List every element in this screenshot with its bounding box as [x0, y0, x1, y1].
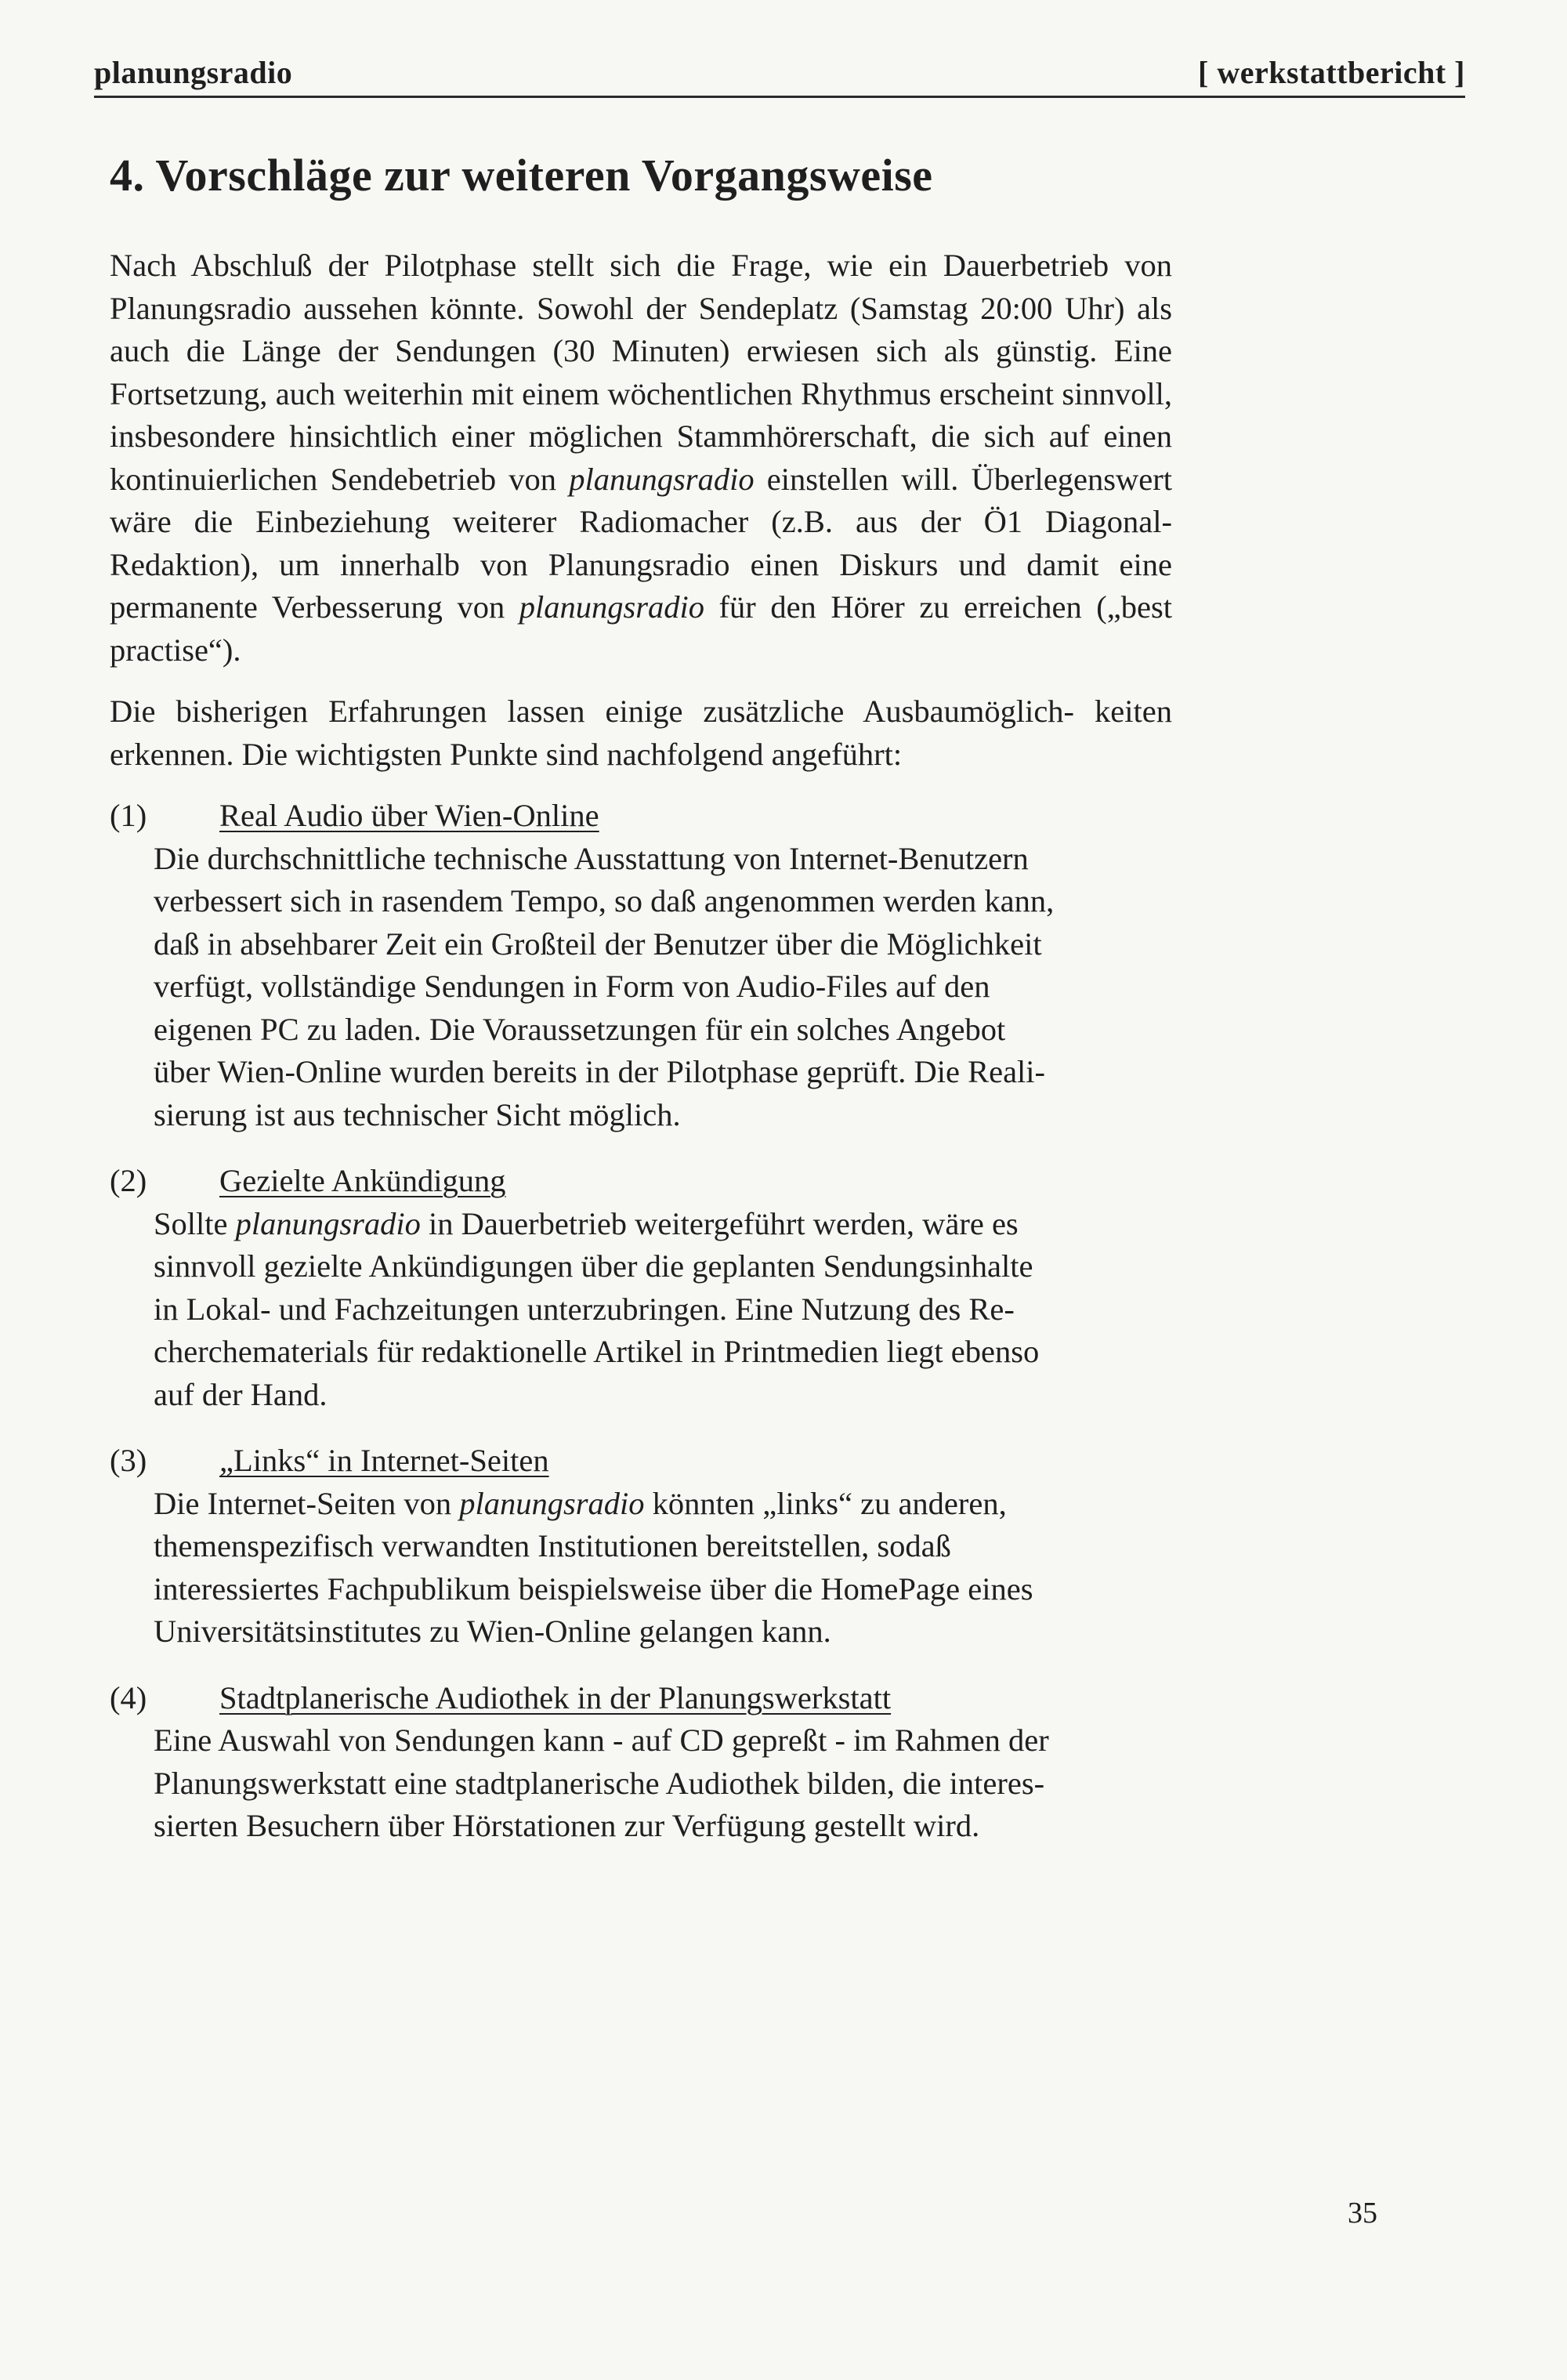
italic-term: planungsradio — [519, 589, 705, 625]
list-item-title: Stadtplanerische Audiothek in der Planungswerkstatt — [219, 1679, 892, 1715]
text-line: eigenen PC zu laden. Die Voraussetzungen für ein solches Angebot — [154, 1011, 1006, 1047]
italic-term: planungsradio — [235, 1205, 421, 1241]
page-number: 35 — [1348, 2197, 1377, 2230]
text-line: interessiertes Fachpublikum beispielsweise über die HomePage eines — [154, 1570, 1033, 1607]
text-line: 20:00 Uhr) als auch die Länge der Sendungen (30 Minuten) erwiesen sich — [110, 290, 1173, 368]
text-line: Universitätsinstitutes zu Wien-Online gelangen kann. — [154, 1614, 831, 1649]
text-line: Eine Auswahl von Sendungen kann - auf CD gepreßt - im Rahmen der — [154, 1723, 1049, 1758]
text-line — [154, 1483, 1172, 1526]
text-line: sierung ist aus technischer Sicht möglich. — [154, 1096, 681, 1132]
section-heading: 4. Vorschläge zur weiteren Vorgangsweise — [110, 150, 933, 201]
text-line — [154, 1203, 1172, 1246]
list-item — [110, 1677, 1172, 1848]
italic-term: planungsradio — [459, 1485, 645, 1521]
text-line: weiterer Radiomacher (z.B. aus der Ö1 Diagonal-Redaktion), um — [110, 504, 1172, 582]
list-item-header — [110, 1440, 1172, 1483]
text-line: daß in absehbarer Zeit ein Großteil der Benutzer über die Möglichkeit — [154, 926, 1042, 962]
text-line: Rhythmus erscheint sinnvoll, insbesondere hinsichtlich einer möglichen — [110, 375, 1173, 454]
text-fragment: Die Internet-Seiten von — [154, 1485, 460, 1521]
text-line: sierten Besuchern über Hörstationen zur Verfügung gestellt wird. — [154, 1808, 980, 1843]
text-line: themenspezifisch verwandten Institutionen bereitstellen, sodaß — [154, 1528, 951, 1563]
text-line: für den Hörer zu erreichen („best — [704, 589, 1172, 625]
list-item-body — [154, 1483, 1172, 1654]
text-line: verfügt, vollständige Sendungen in Form von Audio-Files auf den — [154, 969, 990, 1004]
italic-term: planungsradio — [569, 461, 755, 497]
text-line: cherchematerials für redaktionelle Artikel in Printmedien liegt ebenso — [154, 1334, 1040, 1369]
text-line: verbessert sich in rasendem Tempo, so daß angenommen werden kann, — [154, 883, 1055, 918]
list-item-title: „Links“ in Internet-Seiten — [219, 1443, 549, 1478]
intro-paragraph-2 — [110, 690, 1172, 776]
intro-paragraph — [110, 245, 1172, 672]
list-item — [110, 1440, 1172, 1654]
text-line: von Planungsradio aussehen könnte. Sowohl der Sendeplatz (Samstag — [110, 248, 1172, 326]
text-line: in Lokal- und Fachzeitungen unterzubringen. Eine Nutzung des Re- — [154, 1291, 1015, 1327]
text-line: innerhalb von Planungsradio einen Diskurs und damit eine permanente — [110, 546, 1173, 625]
text-line: über Wien-Online wurden bereits in der Pilotphase geprüft. Die Reali- — [154, 1054, 1046, 1089]
text-line: keiten erkennen. Die wichtigsten Punkte sind nachfolgend angeführt: — [110, 694, 1172, 772]
list-item-header — [110, 1677, 1172, 1720]
list-item-number: (2) — [110, 1163, 147, 1198]
text-fragment: in Dauerbetrieb weitergeführt werden, wäre es — [420, 1205, 1019, 1241]
text-line: Die bisherigen Erfahrungen lassen einige zusätzliche Ausbaumöglich- — [110, 694, 1075, 729]
text-line: practise“). — [110, 632, 241, 668]
text-line: Die durchschnittliche technische Ausstattung von Internet-Benutzern — [154, 840, 1029, 876]
list-item-number: (3) — [110, 1443, 147, 1478]
list-item-number: (4) — [110, 1679, 147, 1715]
list-item-title: Real Audio über Wien-Online — [219, 798, 599, 833]
text-fragment: Sollte — [154, 1205, 236, 1241]
text-line: Planungswerkstatt eine stadtplanerische Audiothek bilden, die interes- — [154, 1765, 1045, 1801]
text-fragment: könnten „links“ zu anderen, — [644, 1485, 1007, 1521]
header-publication-name: planungsradio — [94, 55, 293, 90]
list-item-body — [154, 1719, 1172, 1848]
list-item-number: (1) — [110, 798, 147, 833]
list-item-body — [154, 838, 1172, 1137]
body-text — [110, 245, 1172, 1871]
text-line: einstellen will. Überlegenswert wäre die Einbeziehung — [110, 461, 1172, 539]
list-item — [110, 795, 1172, 1136]
list-item-title: Gezielte Ankündigung — [219, 1163, 506, 1198]
running-header — [94, 49, 1465, 98]
text-line: als günstig. Eine Fortsetzung, auch weiterhin mit einem wöchentlichen — [110, 333, 1172, 411]
text-line: Verbesserung von — [271, 589, 519, 625]
text-line: Stammhörerschaft, die sich auf einen kontinuierlichen Sendebetrieb von — [110, 418, 1173, 497]
text-line: sinnvoll gezielte Ankündigungen über die geplanten Sendungsinhalte — [154, 1248, 1033, 1284]
header-section-name: [ werkstattbericht ] — [1198, 55, 1465, 90]
list-item — [110, 1160, 1172, 1416]
list-item-body — [154, 1203, 1172, 1417]
list-item-header — [110, 795, 1172, 838]
text-line: auf der Hand. — [154, 1376, 328, 1412]
list-item-header — [110, 1160, 1172, 1203]
text-line: Nach Abschluß der Pilotphase stellt sich die Frage, wie ein Dauerbetrieb — [110, 248, 1109, 283]
